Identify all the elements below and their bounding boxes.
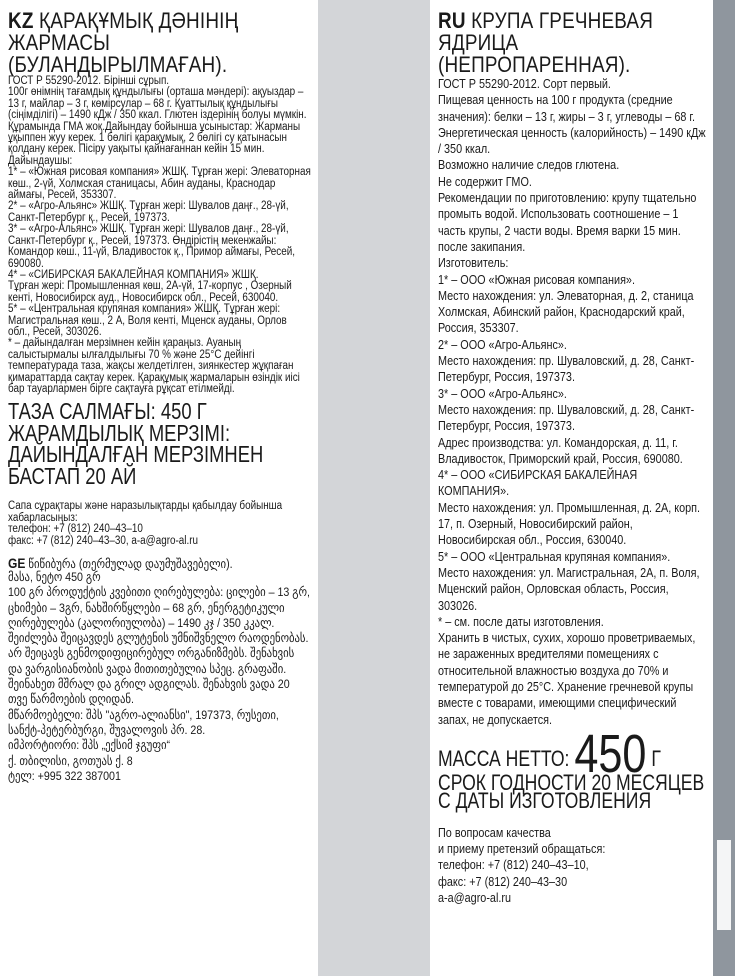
- ru-body-text: ГОСТ Р 55290-2012. Сорт первый. Пищевая ценность на 100 г продукта (средние значения): белки – 13 г, жиры – 3 г, углеводы – 68 г. Энергетическая ценность (калорийность) – 1490 кДж / 350 ккал. Возможно наличие следов глютена. Не содержит ГМО. Рекомендации по приготовлению: крупу тщательно промыть водой. Использовать соотношение – 1 часть крупы, 2 части воды. Время варки 15 мин. после закипания. Изготовитель: 1* – ООО «Южная рисовая компания». Место нахождения: ул. Элеваторная, д. 2, станица Холмская, Абинский район, Краснодарский край, Россия, 353307. 2* – ООО «Агро-Альянс». Место нахождения: пр. Шуваловский, д. 28, Санкт-Петербург, Россия, 197373. 3* – ООО «Агро-Альянс». Место нахождения: пр. Шуваловский, д. 28, Санкт-Петербург, Россия, 197373. Адрес производства: ул. Командорская, д. 11, г. Владивосток, Приморский край, Россия, 690080. 4* – ООО «СИБИРСКАЯ БАКАЛЕЙНАЯ КОМПАНИЯ». Место нахождения: ул. Промышленная, д. 2А, корп. 17, п. Озерный, Новосибирский район, Новосибирская обл., Россия, 630040. 5* – ООО «Центральная крупяная компания». Место нахождения: ул. Магистральная, 2А, п. Воля, Мценский район, Орловская область, Россия, 303026. * – см. после даты изготовления. Хранить в чистых, сухих, хорошо проветриваемых, не зараженных вредителями помещениях с относительной влажностью воздуха до 70% и температурой до 25°С. Хранение гречневой крупы вместе с товарами, имеющими специфический запах, не допускается.: [438, 77, 706, 727]
- right-edge-strip: [713, 0, 735, 976]
- ru-net-unit: Г: [651, 745, 661, 771]
- ge-title: [8, 557, 311, 570]
- kz-body-text: ГОСТ Р 55290-2012. Бірінші сұрып. 100г өнімнің тағамдық құндылығы (орташа мәндері): ақуыздар – 13 г, майлар – 3 г, көмірсулар – 68 г. Қуаттылық құндылығы (сіңімділігі) – 1490 кДж / 350 ккал. Глютен іздерінің болуы мүмкін. Құрамында ГМА жоқ.Дайындау бойынша ұсыныстар: Жарманы ұқыппен жуу керек. 1 бөлігі қарақұмық, 2 бөлігі су қатынасын қолдану керек. Пісіру уақыты қайнағаннан кейін 15 мин. Дайындаушы: 1* – «Южная рисовая компания» ЖШҚ. Тұрған жері: Элеваторная көш., 2-үй, Холмская станицасы, Абин ауданы, Краснодар аймағы, Ресей, 353307. 2* – «Агро-Альянс» ЖШҚ. Тұрған жері: Шувалов даңғ., 28-үй, Санкт-Петербург қ., Ресей, 197373. 3* – «Агро-Альянс» ЖШҚ. Тұрған жері: Шувалов даңғ., 28-үй, Санкт-Петербург қ., Ресей, 197373. Өндірістің мекенжайы: Командор көш., 11-үй, Владивосток қ., Примор аймағы, Ресей, 690080. 4* – «СИБИРСКАЯ БАКАЛЕЙНАЯ КОМПАНИЯ» ЖШҚ. Тұрған жері: Промышленная көш, 2А-үй, 17-корпус , Озерный кенті, Новосибирск ауд., Новосибирск обл., Ресей, 630040. 5* – «Центральная крупяная компания» ЖШҚ. Тұрған жері: Магистральная көш., 2 А, Воля кенті, Мценск ауданы, Орлов обл., Ресей, 303026. * – дайындалған мерзімнен кейін қараңыз. Ауаның салыстырмалы ылғалдылығы 70 % және 25°С дейінгі температурада таза, жақсы желдетілген, зиянкестер жұқпаған қимараттарда сақтау керек. Қарақұмық жармаларын өзіндік иісі бар тауарлармен бірге сақтауға рұқсат етілмейді.: [8, 75, 311, 395]
- center-gray-strip: [318, 0, 430, 976]
- ru-net-weight: [438, 723, 707, 784]
- russian-column: [430, 0, 713, 976]
- ru-title: [438, 10, 706, 76]
- ru-net-value: 450: [574, 723, 647, 784]
- kazakh-georgian-column: [0, 0, 318, 976]
- kz-title-text: ҚАРАҚҰМЫҚ ДӘНІНІҢ ЖАРМАСЫ (БУЛАНДЫРЫЛМАҒАН).: [8, 8, 239, 77]
- kz-contact: Сапа сұрақтары және наразылықтарды қабылдау бойынша хабарласыңыз: телефон: +7 (812) 240–43–10 факс: +7 (812) 240–43–30, a-a@agro-al.ru: [8, 500, 283, 547]
- edge-barcode-mark: [717, 840, 731, 930]
- kz-shelf-life: ЖАРАМДЫЛЫҚ МЕРЗІМІ: ДАЙЫНДАЛҒАН МЕРЗІМНЕН БАСТАП 20 АЙ: [8, 419, 264, 489]
- ru-net-label: МАССА НЕТТО:: [438, 745, 570, 771]
- kz-net-weight: ТАЗА САЛМАҒЫ: 450 Г: [8, 398, 207, 425]
- ru-contact: По вопросам качества и приему претензий обращаться: телефон: +7 (812) 240–43–10, факс: +7 (812) 240–43–30 a-a@agro-al.ru: [438, 825, 606, 906]
- ge-body-text: მასა, ნეტო 450 გრ 100 გრ პროდუქტის კვებითი ღირებულება: ცილები – 13 გრ, ცხიმები – 3გრ, ნახშირწყლები – 68 გრ, ენერგეტიკული ღირებულება (კალორიულობა) – 1490 კჯ / 350 კკალ. შეიძლება შეიცავდეს გლუტენის უმნიშვნელო რაოდენობას. არ შეიცავს გენმოდიფიცირებულ ორგანიზმებს. შენახვის და ვარგისიანობის ვადა მითითებულია სპეც. გრაფაში. შეინახეთ მშრალ და გრილ ადგილას. შენახვის ვადა 20 თვე წარმოების დღიდან. მწარმოებელი: შპს "აგრო-ალიანსი", 197373, რუსეთი, სანქტ-პეტერბურგი, შუვალოვის პრ. 28. იმპორტიორი: შპს „ექსიმ ჯგუფი“ ქ. თბილისი, გოთუას ქ. 8 ტელ: +995 322 387001: [8, 570, 310, 783]
- kz-lang-code: KZ: [8, 8, 34, 33]
- ru-shelf-life: СРОК ГОДНОСТИ 20 МЕСЯЦЕВ С ДАТЫ ИЗГОТОВЛЕНИЯ: [438, 769, 705, 814]
- ru-lang-code: RU: [438, 8, 466, 33]
- ge-title-text: წიწიბურა (თერმულად დაუმუშავებელი).: [28, 557, 233, 571]
- ge-lang-code: GE: [8, 555, 26, 571]
- kz-title: [8, 10, 311, 76]
- ru-title-text: КРУПА ГРЕЧНЕВАЯ ЯДРИЦА (НЕПРОПАРЕННАЯ).: [438, 8, 654, 77]
